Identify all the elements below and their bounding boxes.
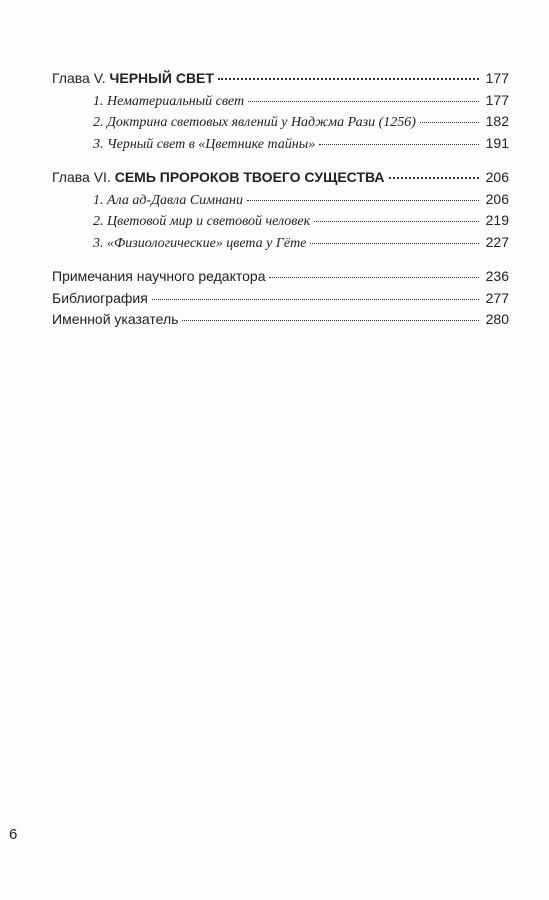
dot-leader [152, 299, 479, 300]
backmatter-page-number: 236 [485, 268, 509, 284]
backmatter-page-number: 280 [485, 311, 509, 327]
chapter-page-number: 177 [485, 70, 509, 86]
chapter-title: СЕМЬ ПРОРОКОВ ТВОЕГО СУЩЕСТВА [114, 169, 385, 185]
toc-chapter-5 [52, 70, 509, 92]
chapter-label: Глава V. [52, 70, 106, 86]
toc-backmatter-item [52, 268, 509, 290]
toc-section [52, 191, 509, 213]
section-page-number: 182 [485, 113, 509, 129]
toc-chapter-6 [52, 169, 509, 191]
chapter-page-number: 206 [485, 169, 509, 185]
table-of-contents [52, 70, 509, 333]
toc-section [52, 234, 509, 256]
section-page-number: 206 [485, 190, 509, 207]
section-title: 3. Черный свет в «Цветнике тайны» [93, 136, 316, 152]
backmatter-title: Именной указатель [52, 311, 179, 327]
section-page-number: 219 [485, 212, 509, 228]
toc-backmatter-item [52, 290, 509, 312]
dot-leader [269, 277, 479, 278]
dot-leader [314, 221, 479, 222]
dot-leader [319, 144, 479, 145]
toc-section [52, 212, 509, 234]
backmatter-title: Библиография [52, 289, 148, 306]
toc-section [52, 135, 509, 157]
section-page-number: 177 [485, 91, 509, 108]
section-title: 1. Ала ад-Давла Симнани [93, 192, 243, 208]
dot-leader [248, 101, 479, 102]
section-page-number: 191 [485, 134, 509, 151]
toc-section [52, 113, 509, 135]
section-title: 2. Доктрина световых явлений у Наджма Рази (1256) [93, 115, 416, 130]
page-number: 6 [9, 826, 18, 843]
backmatter-title: Примечания научного редактора [52, 268, 266, 284]
dot-leader [182, 320, 479, 321]
dot-leader [420, 122, 479, 123]
toc-section [52, 92, 509, 114]
dot-leader [310, 243, 479, 244]
chapter-title: ЧЕРНЫЙ СВЕТ [109, 70, 214, 86]
section-title: 1. Нематериальный свет [93, 93, 245, 109]
section-page-number: 227 [485, 233, 509, 250]
dot-leader [218, 78, 479, 80]
section-title: 2. Цветовой мир и световой человек [93, 214, 311, 229]
backmatter-page-number: 277 [485, 289, 509, 306]
dot-leader [389, 177, 479, 179]
dot-leader [247, 200, 479, 201]
chapter-label: Глава VI. [52, 169, 111, 185]
toc-backmatter-item [52, 311, 509, 333]
section-title: 3. «Физиологические» цвета у Гёте [93, 235, 307, 251]
